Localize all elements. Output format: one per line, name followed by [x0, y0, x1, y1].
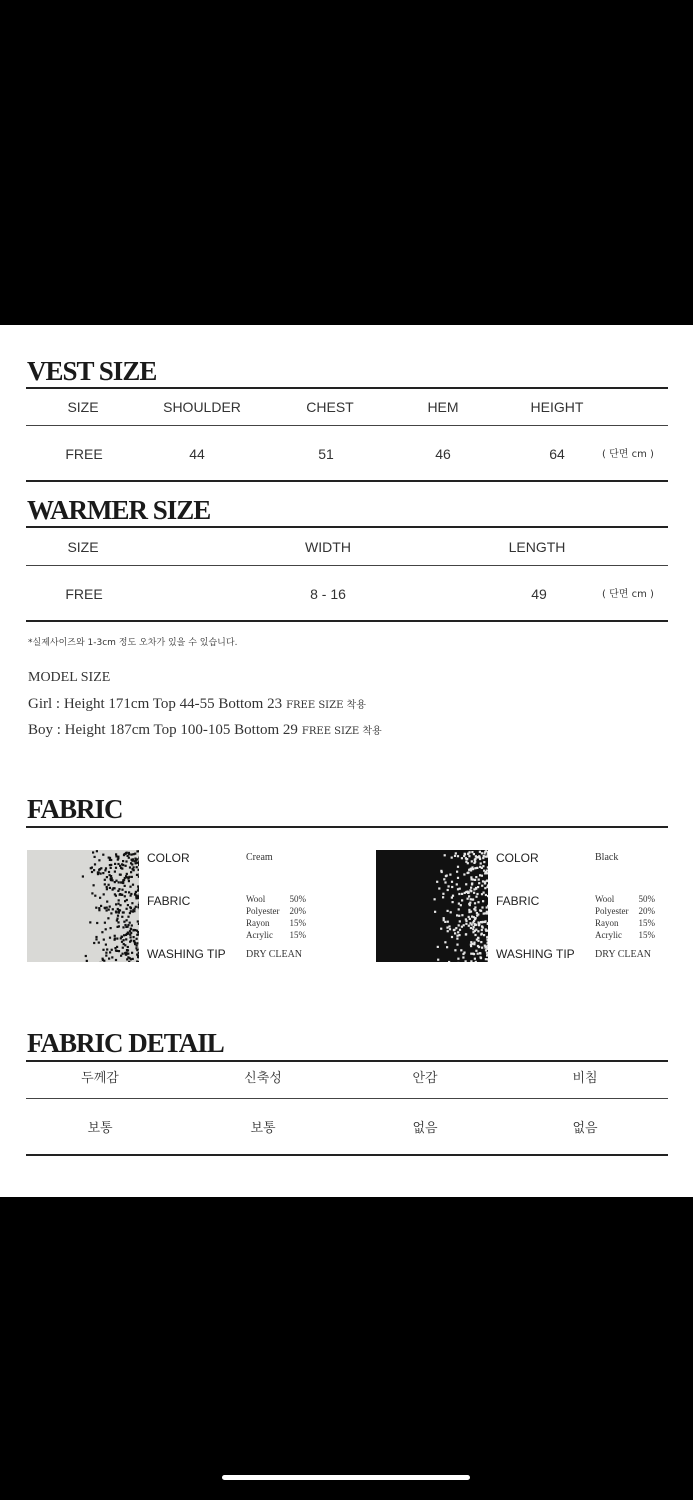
detail-value-stretch: 보통 — [250, 1121, 276, 1136]
size-tolerance-note: *실제사이즈와 1-3cm 정도 오차가 있을 수 있습니다. — [28, 638, 238, 648]
divider — [26, 620, 668, 622]
home-indicator[interactable] — [222, 1475, 470, 1480]
black-composition: Wool 50% Polyester 20% Rayon 15% Acrylic 15% — [595, 894, 655, 940]
model-girl-text: Girl : Height 171cm Top 44-55 Bottom 23 — [28, 696, 283, 712]
warmer-header-size: SIZE — [67, 539, 99, 555]
vest-header-height: HEIGHT — [530, 399, 584, 415]
cream-color-value: Cream — [246, 852, 273, 863]
warmer-header-width: WIDTH — [305, 539, 351, 555]
black-fabric-label: FABRIC — [496, 894, 540, 908]
divider — [26, 1098, 668, 1099]
divider — [26, 526, 668, 528]
detail-header-lining: 안감 — [412, 1071, 438, 1086]
model-size-title: MODEL SIZE — [28, 670, 111, 685]
black-color-label: COLOR — [496, 851, 539, 865]
divider — [26, 565, 668, 566]
model-girl-line — [28, 697, 366, 712]
warmer-size-title: WARMER SIZE — [27, 495, 211, 525]
vest-unit-label: ( 단면 cm ) — [602, 449, 654, 460]
warmer-value-length: 49 — [531, 586, 547, 602]
divider — [26, 480, 668, 482]
warmer-value-width: 8 - 16 — [310, 586, 346, 602]
detail-value-sheerness: 없음 — [572, 1121, 598, 1136]
detail-header-sheerness: 비침 — [572, 1071, 598, 1086]
vest-value-height: 64 — [549, 446, 565, 462]
black-color-value: Black — [595, 852, 619, 863]
cream-fabric-label: FABRIC — [147, 894, 191, 908]
divider — [26, 1060, 668, 1062]
black-washing-label: WASHING TIP — [496, 947, 575, 961]
detail-value-thickness: 보통 — [87, 1121, 113, 1136]
cream-composition: Wool 50% Polyester 20% Rayon 15% Acrylic 15% — [246, 894, 306, 940]
vest-header-hem: HEM — [427, 399, 459, 415]
detail-value-lining: 없음 — [412, 1121, 438, 1136]
cream-washing-label: WASHING TIP — [147, 947, 226, 961]
vest-value-hem: 46 — [435, 446, 451, 462]
detail-header-thickness: 두께감 — [81, 1071, 119, 1086]
model-boy-text: Boy : Height 187cm Top 100-105 Bottom 29 — [28, 722, 298, 738]
cream-fabric-swatch — [27, 850, 139, 962]
fabric-title: FABRIC — [27, 794, 123, 824]
divider — [26, 425, 668, 426]
divider — [26, 1154, 668, 1156]
model-boy-line — [28, 723, 382, 738]
vest-value-shoulder: 44 — [189, 446, 205, 462]
vest-size-title: VEST SIZE — [27, 356, 157, 386]
warmer-unit-label: ( 단면 cm ) — [602, 589, 654, 600]
black-washing-value: DRY CLEAN — [595, 949, 652, 960]
size-chart-sheet — [0, 325, 693, 1197]
vest-header-shoulder: SHOULDER — [163, 399, 241, 415]
fabric-detail-title: FABRIC DETAIL — [27, 1028, 224, 1058]
divider — [26, 826, 668, 828]
cream-color-label: COLOR — [147, 851, 190, 865]
vest-value-chest: 51 — [318, 446, 334, 462]
warmer-value-size: FREE — [65, 586, 103, 602]
vest-header-size: SIZE — [67, 399, 99, 415]
divider — [26, 387, 668, 389]
cream-washing-value: DRY CLEAN — [246, 949, 303, 960]
vest-header-chest: CHEST — [306, 399, 354, 415]
vest-value-size: FREE — [65, 446, 103, 462]
model-boy-fit: FREE SIZE 착용 — [301, 726, 382, 737]
warmer-header-length: LENGTH — [508, 539, 566, 555]
black-fabric-swatch — [376, 850, 488, 962]
model-girl-fit: FREE SIZE 착용 — [286, 700, 366, 711]
detail-header-stretch: 신축성 — [244, 1071, 282, 1086]
